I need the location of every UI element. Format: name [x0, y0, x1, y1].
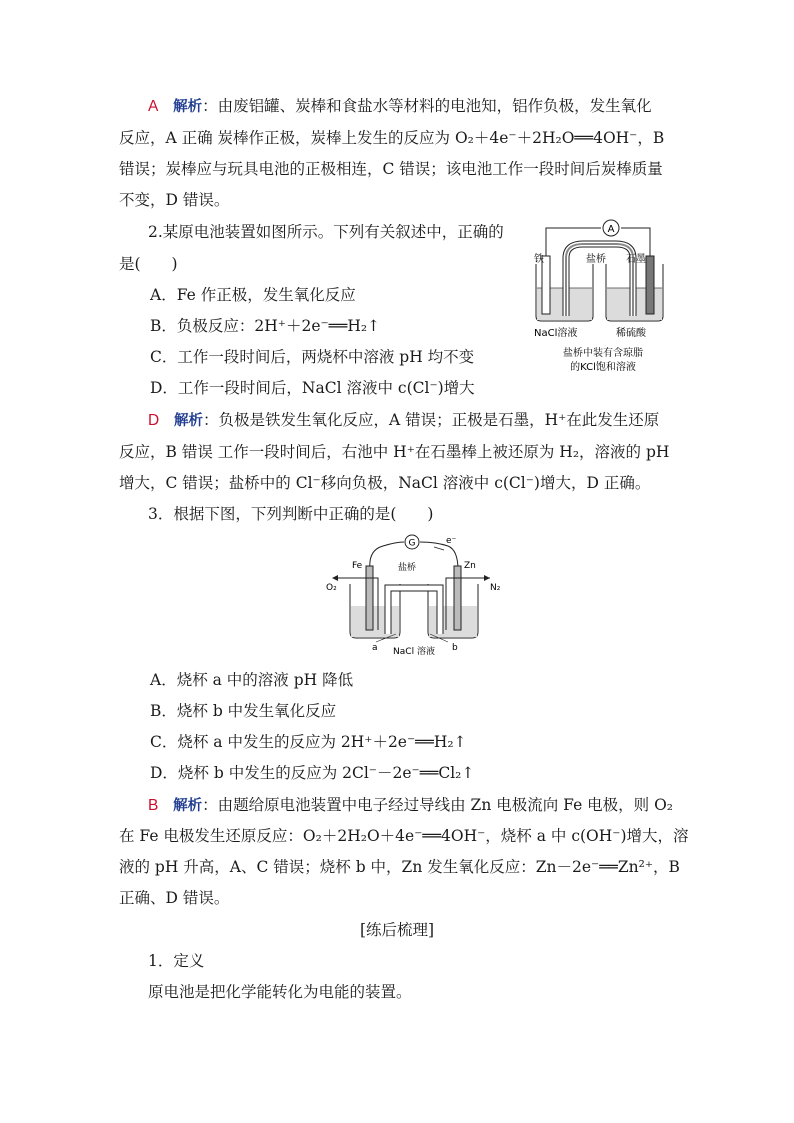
q3-explanation-line-4: 正确、D 错误。	[119, 889, 230, 907]
fig2-caption-2: 的KCl饱和溶液	[570, 362, 636, 373]
q2-option-d: D．工作一段时间后，NaCl 溶液中 c(Cl⁻)增大	[150, 379, 475, 397]
explanation-tag: 解析	[173, 798, 203, 814]
q1-explanation-line-1	[148, 96, 704, 117]
q3-figure	[318, 530, 508, 660]
fig2-left-solution-label: NaCl溶液	[534, 328, 578, 339]
answer-letter: A	[148, 98, 159, 115]
fig2-left-electrode-label: 铁	[534, 254, 544, 265]
q3-option-c: C．烧杯 a 中发生的反应为 2H⁺＋2e⁻══H₂↑	[150, 733, 467, 751]
explanation-tag: 解析	[173, 99, 203, 115]
q2-figure	[528, 216, 678, 376]
q3-option-b: B．烧杯 b 中发生氧化反应	[150, 702, 337, 720]
ammeter-label: A	[607, 224, 615, 235]
q1-explanation-line-4: 不变，D 错误。	[119, 191, 230, 209]
explanation-text: ：负极是铁发生氧化反应，A 错误；正极是石墨，H⁺在此发生还原	[202, 411, 660, 429]
summary-title: [练后梳理]	[359, 921, 435, 939]
fig3-bridge-label: 盐桥	[398, 563, 417, 573]
q2-option-a: A．Fe 作正极，发生氧化反应	[150, 286, 356, 304]
explanation-text: ：由废铝罐、炭棒和食盐水等材料的电池知，铝作负极，发生氧化	[202, 97, 652, 115]
q2-option-c: C．工作一段时间后，两烧杯中溶液 pH 均不变	[150, 348, 475, 366]
q3-explanation-line-1	[148, 795, 704, 816]
fig3-electron-label: e⁻	[446, 536, 457, 546]
fig3-right-gas-label: N₂	[490, 583, 501, 593]
q2-option-b: B．负极反应：2H⁺＋2e⁻══H₂↑	[150, 317, 381, 335]
q3-stem: 3．根据下图，下列判断中正确的是( )	[148, 505, 434, 523]
fig2-right-solution-label: 稀硫酸	[616, 328, 646, 339]
fig3-left-electrode-label: Fe	[352, 561, 363, 571]
fig3-right-beaker-label: b	[452, 643, 458, 653]
q1-explanation-line-3: 错误；炭棒应与玩具电池的正极相连，C 错误；该电池工作一段时间后炭棒质量	[119, 160, 663, 178]
fig3-left-beaker-label: a	[372, 643, 378, 653]
q3-option-a: A．烧杯 a 中的溶液 pH 降低	[150, 671, 354, 689]
q2-stem-line-2: 是( )	[119, 255, 178, 273]
fig3-left-gas-label: O₂	[326, 583, 337, 593]
fig3-solution-label: NaCl 溶液	[393, 647, 435, 657]
explanation-text: ：由题给原电池装置中电子经过导线由 Zn 电极流向 Fe 电极，则 O₂	[202, 796, 674, 814]
q1-explanation-line-2: 反应，A 正确 炭棒作正极，炭棒上发生的反应为 O₂＋4e⁻＋2H₂O══4OH⁻，B	[119, 129, 665, 147]
q2-stem-line-1: 2.某原电池装置如图所示。下列有关叙述中，正确的	[148, 223, 504, 241]
answer-letter: B	[148, 797, 159, 814]
q2-explanation-line-1	[148, 410, 704, 431]
fig2-bridge-label: 盐桥	[586, 254, 606, 265]
q3-explanation-line-2: 在 Fe 电极发生还原反应：O₂＋2H₂O＋4e⁻══4OH⁻，烧杯 a 中 c(OH⁻)增大，溶	[119, 827, 689, 845]
fig2-right-electrode-label: 石墨	[626, 254, 646, 265]
fig3-meter-label: G	[408, 538, 416, 549]
q3-explanation-line-3: 液的 pH 升高，A、C 错误；烧杯 b 中，Zn 发生氧化反应：Zn－2e⁻══Zn²⁺，B	[119, 858, 680, 876]
summary-item-1-text: 原电池是把化学能转化为电能的装置。	[148, 983, 412, 1001]
explanation-tag: 解析	[173, 413, 203, 429]
summary-item-1: 1．定义	[148, 952, 205, 970]
q2-explanation-line-2: 反应，B 错误 工作一段时间后，右池中 H⁺在石墨棒上被还原为 H₂，溶液的 pH	[119, 443, 670, 461]
fig2-caption-1: 盐桥中装有含琼脂	[563, 348, 643, 359]
q2-explanation-line-3: 增大，C 错误；盐桥中的 Cl⁻移向负极，NaCl 溶液中 c(Cl⁻)增大，D 正确。	[119, 474, 651, 492]
answer-letter: D	[148, 412, 160, 429]
q3-option-d: D．烧杯 b 中发生的反应为 2Cl⁻－2e⁻══Cl₂↑	[150, 764, 475, 782]
fig3-right-electrode-label: Zn	[464, 561, 476, 571]
